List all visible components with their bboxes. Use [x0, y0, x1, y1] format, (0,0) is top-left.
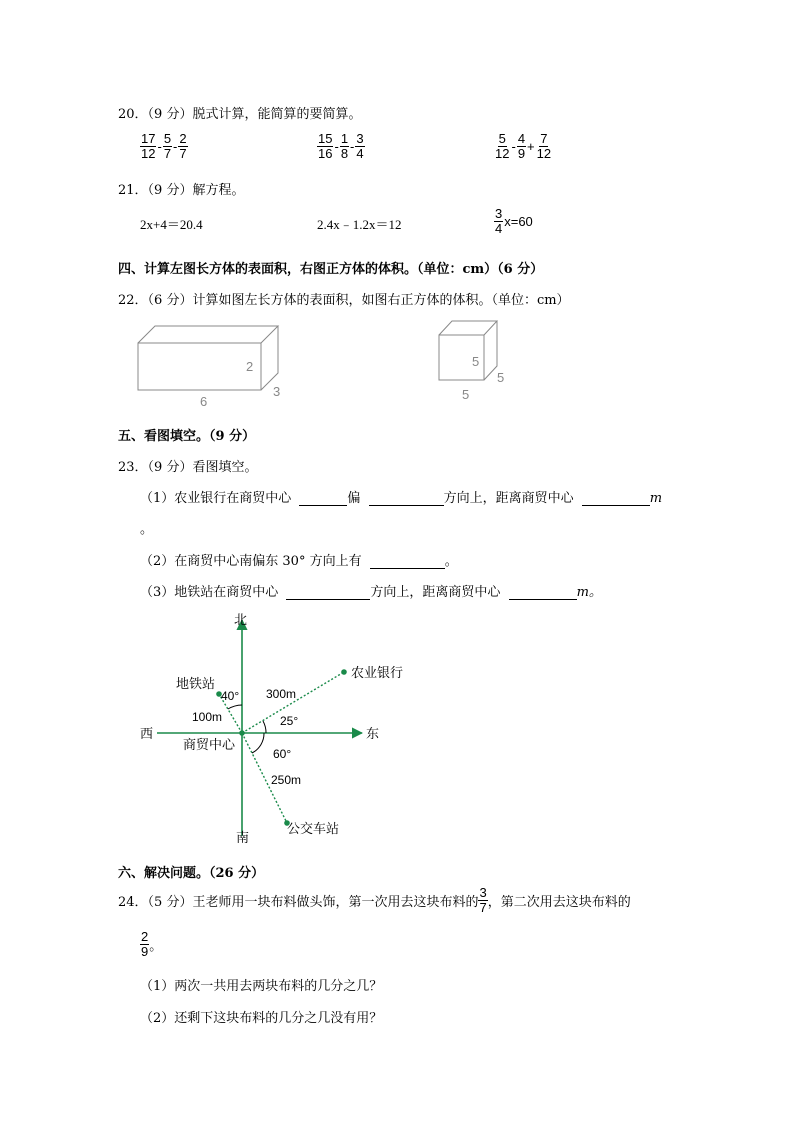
q22-title: 22．（6 分）计算如图左长方体的表面积，如图右正方体的体积。（单位：cm）: [118, 293, 570, 308]
q21-equation-1: 2x+4＝20.4: [140, 217, 203, 232]
distance-bank-label: 300m: [266, 687, 297, 701]
q24-title-line: 24．（5 分）王老师用一块布料做头饰，第一次用去这块布料的 $\frac{3}{7}$ ，第二次用去这块布料的: [118, 885, 631, 915]
west-label: 西: [140, 726, 154, 741]
distance-bus-label: 250m: [271, 773, 302, 787]
cube-figure: [432, 315, 522, 410]
q21-title: 21．（9 分）解方程。: [118, 183, 245, 198]
fraction: $\frac{2}{7}$: [179, 131, 187, 161]
cuboid-length-label: 6: [200, 394, 208, 409]
fraction: $\frac{3}{4}$: [495, 206, 503, 236]
section-5-title: 五、看图填空。（9 分）: [118, 429, 256, 444]
fraction: $\frac{5}{12}$: [495, 131, 510, 161]
bank-point: [341, 669, 347, 675]
q20-expression-2: $\frac{15}{16}$ - $\frac{1}{8}$ - $\frac{3}{4}$: [318, 131, 364, 161]
fraction: $\frac{5}{7}$: [163, 131, 172, 161]
fraction: $\frac{4}{9}$: [517, 131, 526, 161]
q20-expression-3: $\frac{5}{12}$ - $\frac{4}{9}$ + $\frac{7}{12}$: [495, 131, 552, 161]
distance-subway-label: 100m: [192, 710, 223, 724]
answer-blank[interactable]: [369, 492, 444, 506]
center-point: [239, 730, 245, 736]
angle-subway-label: 40°: [221, 689, 240, 703]
cuboid-width-label: 3: [273, 384, 281, 399]
answer-blank[interactable]: [370, 555, 445, 569]
direction-map: [130, 608, 404, 848]
answer-blank[interactable]: [582, 492, 650, 506]
cube-edge-label-bottom: 5: [462, 387, 470, 402]
angle-arc-subway: [228, 705, 242, 709]
fraction: $\frac{2}{9}$: [141, 929, 149, 959]
fraction: $\frac{15}{16}$: [318, 131, 333, 161]
q20-title: 20．（9 分）脱式计算，能简算的要简算。: [118, 107, 362, 122]
angle-bus-label: 60°: [273, 747, 292, 761]
q20-expression-1: $\frac{17}{12}$ - $\frac{5}{7}$ - $\frac{2}{7}$: [141, 131, 187, 161]
bus-label: 公交车站: [287, 821, 340, 836]
answer-blank[interactable]: [509, 586, 577, 600]
fraction: $\frac{17}{12}$: [141, 131, 156, 161]
cube-edge-label-front: 5: [472, 354, 480, 369]
east-label: 东: [366, 726, 380, 741]
north-label: 北: [234, 612, 248, 627]
cuboid-figure: [125, 318, 295, 413]
q23-title: 23．（9 分）看图填空。: [118, 460, 258, 475]
cuboid-height-label: 2: [246, 359, 254, 374]
answer-blank[interactable]: [299, 492, 347, 506]
bank-label: 农业银行: [351, 665, 404, 680]
cube-edge-label-side: 5: [497, 370, 505, 385]
fraction: $\frac{1}{8}$: [340, 131, 349, 161]
q23-part-2: （2）在商贸中心南偏东 30° 方向上有 。: [140, 554, 458, 569]
fraction: $\frac{3}{4}$: [356, 131, 364, 161]
south-label: 南: [236, 830, 250, 845]
q21-equation-2: 2.4x﹣1.2x＝12: [317, 217, 402, 232]
q24-part-1: （1）两次一共用去两块布料的几分之几？: [140, 979, 383, 994]
angle-arc-bus: [252, 733, 264, 753]
fraction: $\frac{7}{12}$: [536, 131, 552, 161]
q23-part-1-tail: 。: [140, 522, 154, 537]
q21-equation-3: $\frac{3}{4}$ x=60: [495, 206, 533, 236]
q23-part-3: （3）地铁站在商贸中心 方向上，距离商贸中心 m。: [140, 585, 602, 600]
answer-blank[interactable]: [286, 586, 370, 600]
section-6-title: 六、解决问题。（26 分）: [118, 866, 265, 881]
q24-part-2: （2）还剩下这块布料的几分之几没有用？: [140, 1011, 383, 1026]
center-label: 商贸中心: [183, 737, 236, 752]
q24-title-line-2: $\frac{2}{9}$ 。: [141, 929, 163, 959]
angle-arc-bank: [263, 721, 266, 733]
subway-label: 地铁站: [176, 676, 216, 691]
fraction: $\frac{3}{7}$: [479, 885, 487, 915]
angle-bank-label: 25°: [280, 714, 299, 728]
section-4-title: 四、计算左图长方体的表面积，右图正方体的体积。（单位：cm）（6 分）: [118, 262, 544, 277]
q23-part-1: （1）农业银行在商贸中心 偏 方向上，距离商贸中心 m: [140, 491, 663, 506]
